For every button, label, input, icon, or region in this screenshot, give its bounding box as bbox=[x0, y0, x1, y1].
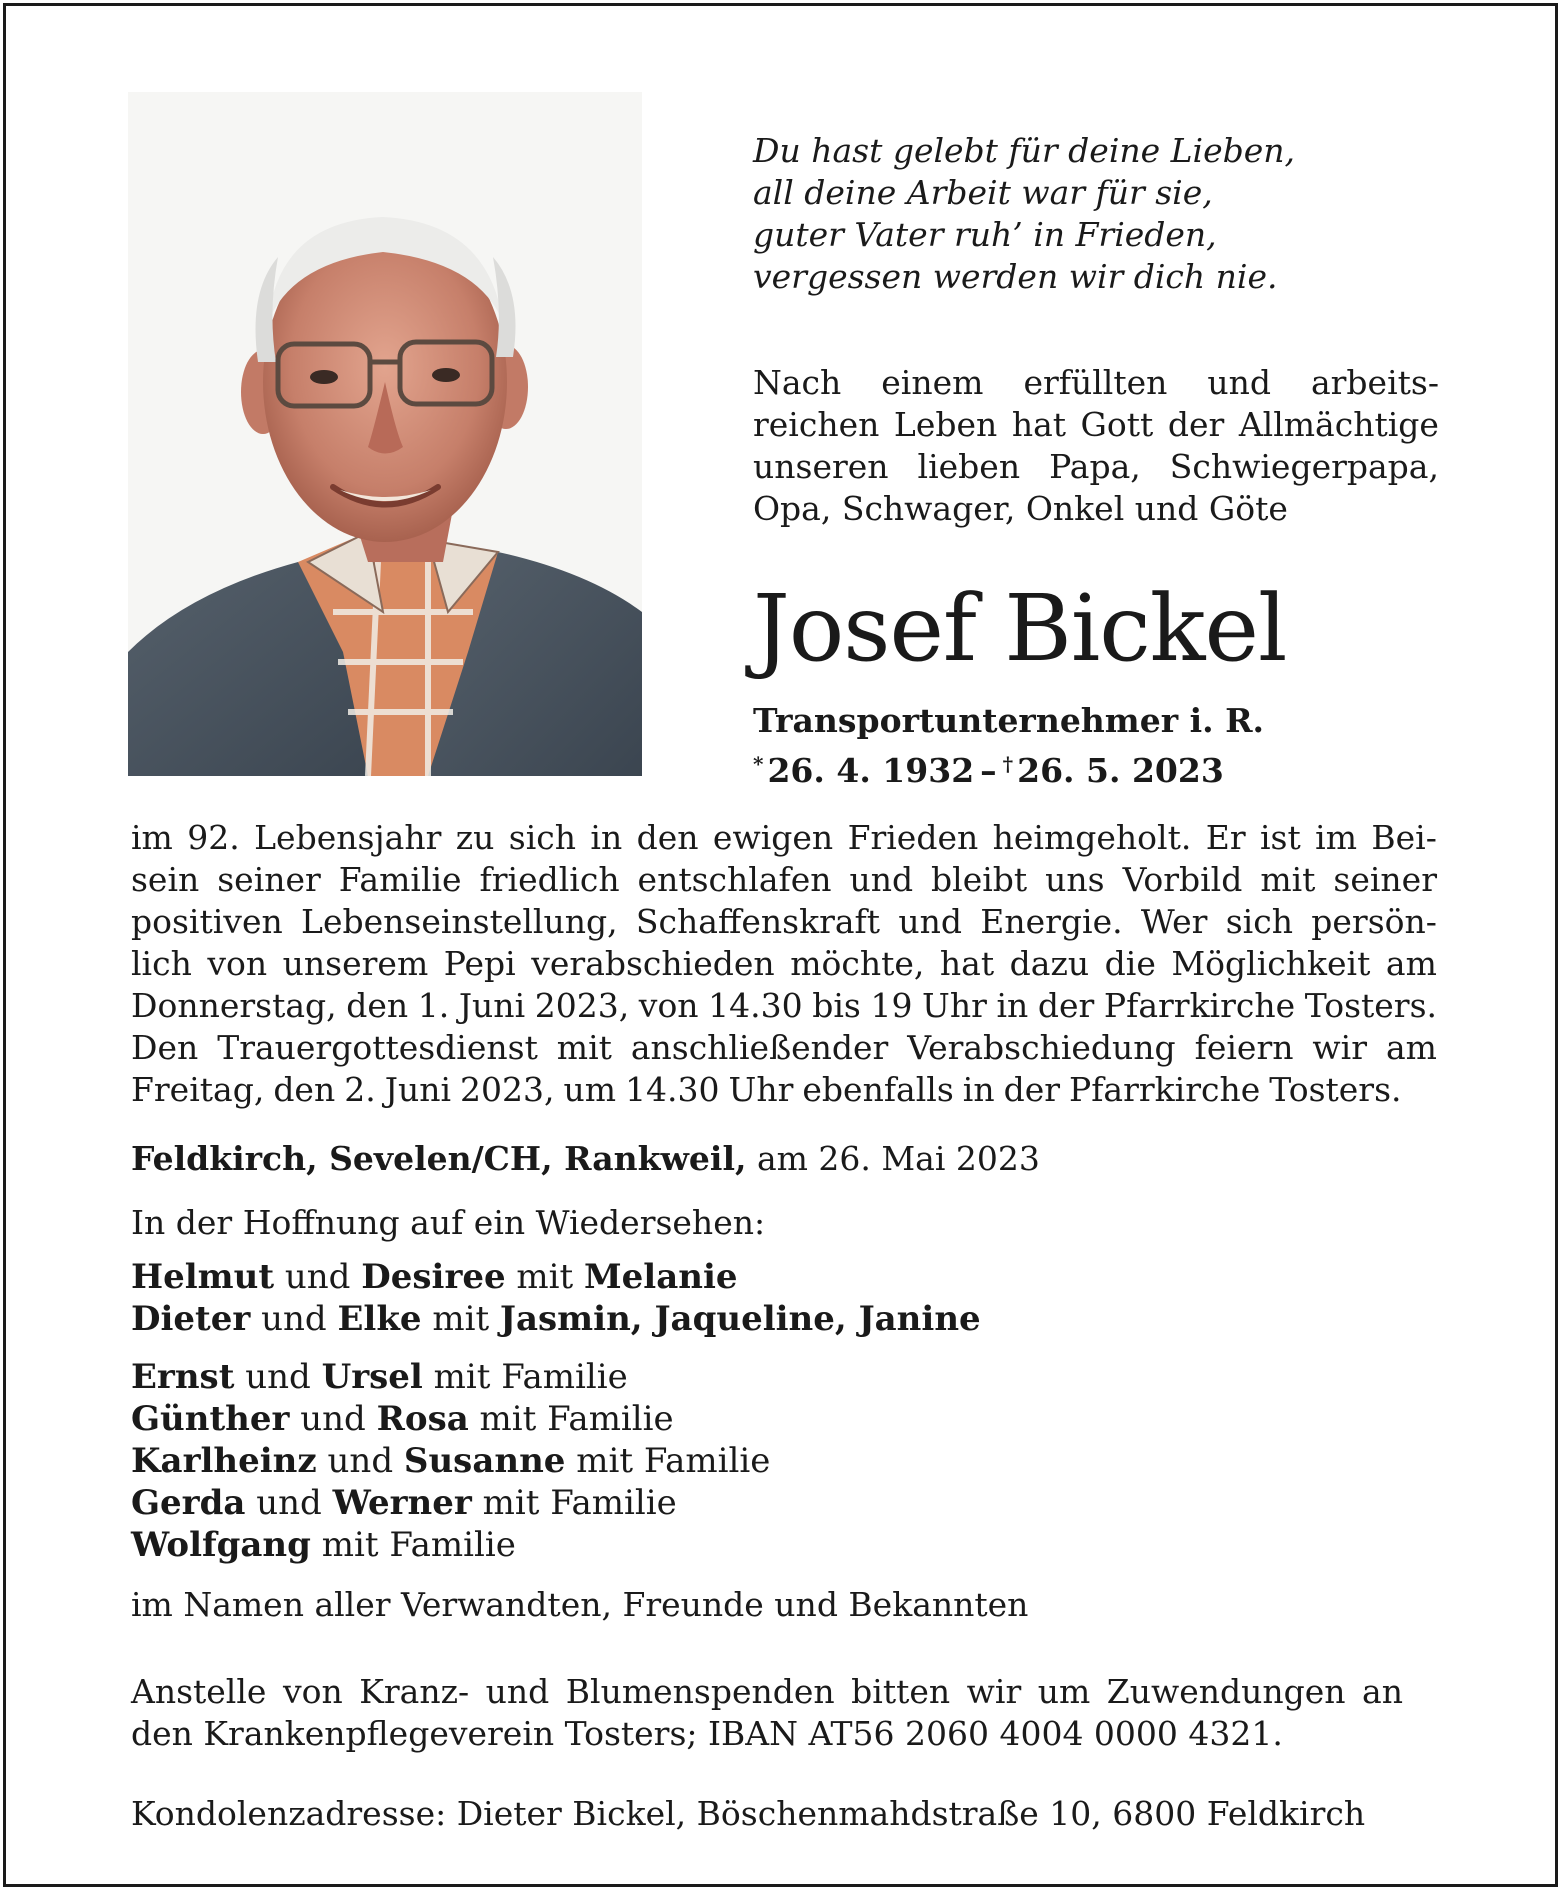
body-line bbox=[131, 817, 1437, 859]
word: Blumenspenden bbox=[565, 1672, 835, 1711]
word: im bbox=[131, 818, 173, 857]
notice-date: am 26. Mai 2023 bbox=[756, 1139, 1040, 1178]
word: Schwiegerpapa, bbox=[1169, 447, 1439, 486]
deceased-profession: Transportunternehmer i. R. bbox=[753, 701, 1265, 740]
word: von bbox=[207, 944, 268, 983]
family-member-line bbox=[131, 1524, 770, 1566]
word: bitten bbox=[851, 1672, 951, 1711]
word: sein bbox=[131, 860, 200, 899]
word: Juni bbox=[384, 1070, 452, 1109]
word: Lebenseinstellung, bbox=[301, 902, 618, 941]
family-connector: und bbox=[250, 1299, 338, 1339]
word: erfüllten bbox=[1023, 363, 1168, 402]
word: Nach bbox=[753, 363, 842, 402]
word: Freitag, bbox=[131, 1070, 265, 1109]
family-connector: mit bbox=[505, 1257, 585, 1297]
word: am bbox=[1385, 944, 1437, 983]
word: persön- bbox=[1311, 902, 1437, 941]
family-connector: mit Familie bbox=[468, 1399, 674, 1439]
family-connector: und bbox=[316, 1441, 404, 1481]
intro-line bbox=[753, 404, 1439, 446]
life-dates bbox=[753, 743, 1224, 792]
word: die bbox=[1104, 944, 1156, 983]
family-connector: mit Familie bbox=[565, 1441, 771, 1481]
word: bis bbox=[812, 986, 861, 1025]
word: reichen bbox=[753, 405, 880, 444]
word: um bbox=[1037, 1672, 1091, 1711]
word: anschließender bbox=[630, 1028, 889, 1067]
intro-paragraph bbox=[753, 362, 1439, 530]
word: 2023, bbox=[460, 1070, 555, 1109]
donation-line: den Krankenpflegeverein Tosters; IBAN AT56 2060 4004 0000 4321. bbox=[131, 1714, 1283, 1753]
family-connector: mit Familie bbox=[422, 1357, 628, 1397]
word: Frieden bbox=[847, 818, 979, 857]
word: und bbox=[485, 1672, 550, 1711]
word: den bbox=[273, 1070, 336, 1109]
word: Tosters. bbox=[1269, 1070, 1402, 1109]
word: Pfarrkirche bbox=[1069, 1070, 1261, 1109]
word: unseren bbox=[753, 447, 889, 486]
word: möchte, bbox=[790, 944, 925, 983]
word: der bbox=[1167, 405, 1225, 444]
body-line bbox=[131, 1069, 1437, 1111]
birth-symbol: * bbox=[753, 752, 764, 776]
word: von bbox=[638, 986, 699, 1025]
family-name: Rosa bbox=[376, 1399, 469, 1439]
family-connector: mit Familie bbox=[310, 1525, 516, 1565]
word: 2023, bbox=[534, 986, 630, 1025]
family-name: Susanne bbox=[403, 1441, 566, 1481]
word: Papa, bbox=[1049, 447, 1141, 486]
family-name: Dieter bbox=[131, 1299, 251, 1339]
word: heimgeholt. bbox=[992, 818, 1192, 857]
word: 92. bbox=[187, 818, 240, 857]
word: wir bbox=[966, 1672, 1022, 1711]
word: einem bbox=[881, 363, 984, 402]
hope-line: In der Hoffnung auf ein Wiedersehen: bbox=[131, 1203, 766, 1242]
family-name: Werner bbox=[332, 1483, 472, 1523]
family-connector: und bbox=[289, 1399, 377, 1439]
word: 14.30 bbox=[625, 1070, 720, 1109]
family-group-2 bbox=[131, 1356, 770, 1566]
family-name: Karlheinz bbox=[131, 1441, 317, 1481]
birth-date: 26. 4. 1932 bbox=[767, 751, 975, 790]
word: 2. bbox=[344, 1070, 376, 1109]
body-line bbox=[131, 943, 1437, 985]
word: 1. bbox=[417, 986, 450, 1025]
death-date: 26. 5. 2023 bbox=[1017, 751, 1224, 790]
poem-line: all deine Arbeit war für sie, bbox=[753, 173, 1213, 212]
word: mit bbox=[556, 1028, 612, 1067]
word: Familie bbox=[338, 860, 462, 899]
word: ewigen bbox=[712, 818, 834, 857]
word: entschlafen bbox=[637, 860, 832, 899]
word: Kranz- bbox=[359, 1672, 470, 1711]
word: der bbox=[1003, 1070, 1061, 1109]
date-separator: – bbox=[980, 751, 997, 790]
word: und bbox=[898, 902, 962, 941]
donation-line bbox=[131, 1671, 1403, 1713]
word: Lebensjahr bbox=[254, 818, 442, 857]
family-connector: mit bbox=[421, 1299, 500, 1339]
word: Möglichkeit bbox=[1171, 944, 1371, 983]
word: der bbox=[1037, 986, 1095, 1025]
word: am bbox=[1385, 1028, 1437, 1067]
condolence-address: Kondolenzadresse: Dieter Bickel, Böschenmahdstraße 10, 6800 Feldkirch bbox=[131, 1794, 1366, 1833]
word: Pfarrkirche bbox=[1103, 986, 1296, 1025]
word: bleibt bbox=[931, 860, 1028, 899]
family-member-line bbox=[131, 1482, 770, 1524]
family-name: Desiree bbox=[361, 1257, 506, 1297]
word: Zuwendungen bbox=[1106, 1672, 1346, 1711]
word: ebenfalls bbox=[802, 1070, 954, 1109]
family-connector: und bbox=[245, 1483, 333, 1523]
place-date-line bbox=[131, 1138, 1040, 1180]
poem-line: vergessen werden wir dich nie. bbox=[753, 257, 1278, 296]
word: in bbox=[590, 818, 623, 857]
word: 14.30 bbox=[708, 986, 803, 1025]
word: Pepi bbox=[443, 944, 516, 983]
word: friedlich bbox=[479, 860, 620, 899]
word: von bbox=[282, 1672, 343, 1711]
word: Vorbild bbox=[1122, 860, 1243, 899]
family-name: Gerda bbox=[131, 1483, 246, 1523]
word: Uhr bbox=[728, 1070, 794, 1109]
family-member-line bbox=[131, 1298, 981, 1340]
body-line bbox=[131, 901, 1437, 943]
word: Trauergottesdienst bbox=[217, 1028, 538, 1067]
body-line bbox=[131, 985, 1437, 1027]
word: Verabschiedung bbox=[907, 1028, 1176, 1067]
word: uns bbox=[1045, 860, 1105, 899]
death-symbol: † bbox=[1002, 752, 1014, 776]
word: Bei- bbox=[1371, 818, 1437, 857]
relatives-line: im Namen aller Verwandten, Freunde und Bekannten bbox=[131, 1585, 1029, 1624]
family-member-line bbox=[131, 1356, 770, 1398]
word: in bbox=[962, 1070, 995, 1109]
places: Feldkirch, Sevelen/CH, Rankweil, bbox=[131, 1139, 747, 1178]
word: und bbox=[849, 860, 914, 899]
intro-line: Opa, Schwager, Onkel und Göte bbox=[753, 489, 1288, 528]
family-connector: und bbox=[274, 1257, 362, 1297]
word: hat bbox=[1011, 405, 1067, 444]
word: Donnerstag, bbox=[131, 986, 337, 1025]
word: seiner bbox=[217, 860, 321, 899]
word: wir bbox=[1312, 1028, 1367, 1067]
word: zu bbox=[455, 818, 495, 857]
portrait-photo bbox=[128, 92, 642, 776]
word: 19 bbox=[870, 986, 913, 1025]
word: seiner bbox=[1333, 860, 1437, 899]
family-connector: und bbox=[234, 1357, 322, 1397]
word: im bbox=[1315, 818, 1358, 857]
family-name: Helmut bbox=[131, 1257, 275, 1297]
deceased-name: Josef Bickel bbox=[753, 575, 1287, 682]
family-name: Günther bbox=[131, 1399, 290, 1439]
word: dazu bbox=[1009, 944, 1090, 983]
word: in bbox=[996, 986, 1029, 1025]
word: lich bbox=[131, 944, 192, 983]
word: Er bbox=[1205, 818, 1246, 857]
word: ist bbox=[1260, 818, 1301, 857]
poem-line: Du hast gelebt für deine Lieben, bbox=[753, 131, 1296, 170]
family-name: Elke bbox=[337, 1299, 422, 1339]
word: Schaffenskraft bbox=[635, 902, 881, 941]
donation-note bbox=[131, 1671, 1403, 1755]
word: Wer bbox=[1140, 902, 1208, 941]
family-member-line bbox=[131, 1440, 770, 1482]
intro-line bbox=[753, 362, 1439, 404]
word: Juni bbox=[458, 986, 526, 1025]
word: positiven bbox=[131, 902, 283, 941]
poem bbox=[753, 130, 1453, 298]
family-name: Ernst bbox=[131, 1357, 235, 1397]
word: Uhr bbox=[922, 986, 987, 1025]
family-member-line bbox=[131, 1398, 770, 1440]
intro-line bbox=[753, 446, 1439, 488]
word: Gott bbox=[1080, 405, 1154, 444]
word: arbeits- bbox=[1310, 363, 1439, 402]
word: Leben bbox=[893, 405, 998, 444]
word: verabschieden bbox=[531, 944, 775, 983]
word: unserem bbox=[282, 944, 429, 983]
word: an bbox=[1362, 1672, 1403, 1711]
word: sich bbox=[1225, 902, 1293, 941]
family-group-1 bbox=[131, 1256, 981, 1340]
body-line bbox=[131, 859, 1437, 901]
word: Allmächtige bbox=[1238, 405, 1439, 444]
poem-line: guter Vater ruh’ in Frieden, bbox=[753, 215, 1217, 254]
word: mit bbox=[1260, 860, 1316, 899]
family-connector: mit Familie bbox=[471, 1483, 677, 1523]
word: Energie. bbox=[980, 902, 1123, 941]
word: Tosters. bbox=[1304, 986, 1437, 1025]
family-name: Ursel bbox=[321, 1357, 423, 1397]
word: und bbox=[1207, 363, 1271, 402]
word: hat bbox=[939, 944, 995, 983]
word: um bbox=[563, 1070, 617, 1109]
family-name: Jasmin, Jaqueline, Janine bbox=[499, 1299, 981, 1339]
family-member-line bbox=[131, 1256, 981, 1298]
word: Anstelle bbox=[131, 1672, 267, 1711]
obituary-body bbox=[131, 817, 1437, 1111]
word: den bbox=[346, 986, 409, 1025]
word: lieben bbox=[917, 447, 1021, 486]
word: feiern bbox=[1194, 1028, 1294, 1067]
family-name: Wolfgang bbox=[131, 1525, 311, 1565]
word: den bbox=[636, 818, 699, 857]
family-name: Melanie bbox=[584, 1257, 738, 1297]
word: sich bbox=[508, 818, 577, 857]
word: Den bbox=[131, 1028, 199, 1067]
body-line bbox=[131, 1027, 1437, 1069]
